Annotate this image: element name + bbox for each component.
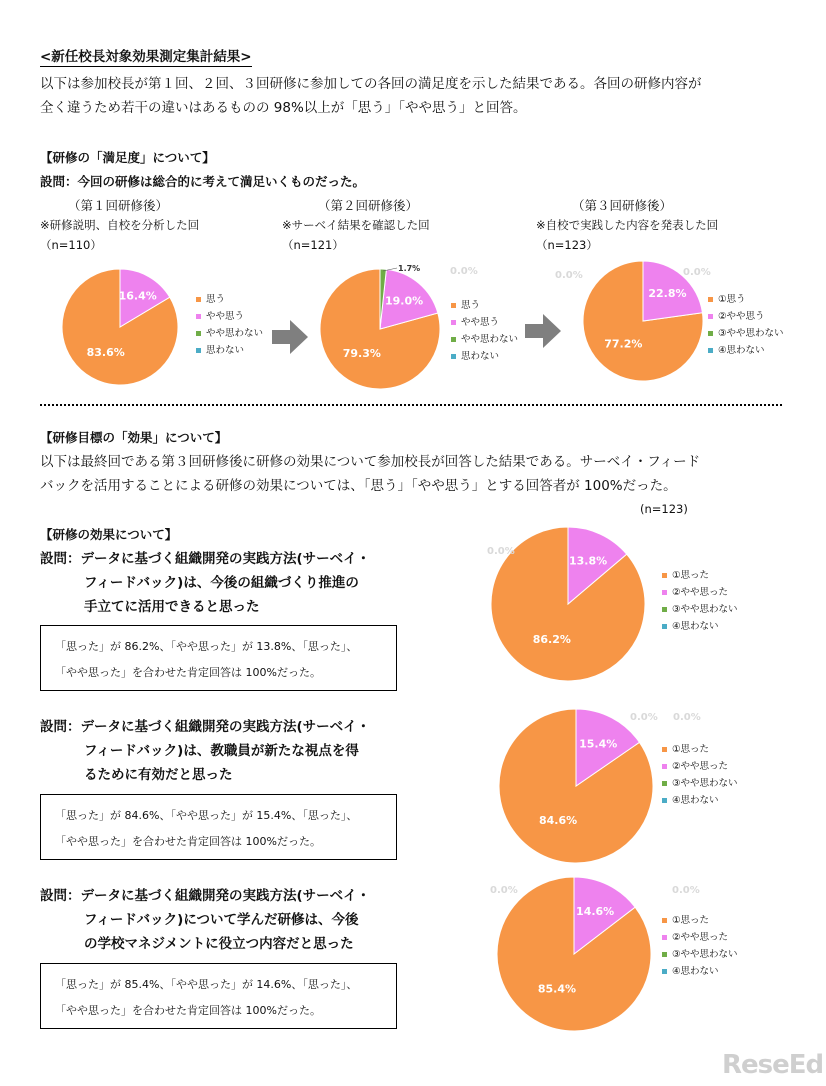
legend-label: ④思わない	[672, 795, 719, 806]
legend-item	[662, 758, 738, 775]
pie-chart-3	[555, 255, 715, 387]
legend-swatch	[662, 573, 667, 578]
pie-1-legend	[196, 291, 263, 359]
legend-label: やや思う	[461, 317, 500, 328]
legend-item	[451, 348, 518, 365]
pie-label: 22.8%	[648, 286, 687, 300]
legend-label: 思う	[206, 294, 226, 305]
satisfaction-question: 設問：今回の研修は総合的に考えて満足いくものだった。	[40, 174, 366, 189]
legend-label: ③やや思わない	[718, 328, 784, 339]
legend-item	[451, 314, 518, 331]
legend-item	[708, 342, 784, 359]
legend-item	[662, 584, 738, 601]
legend-item	[196, 342, 263, 359]
pie-label: 14.6%	[576, 905, 615, 919]
effect-intro: 以下は最終回である第３回研修後に研修の効果について参加校長が回答した結果である。サーベイ・フィード バックを活用することによる研修の効果については、「思う」「やや思う」とする回答者が 100%だった。	[40, 454, 701, 494]
legend-swatch	[708, 331, 713, 336]
legend-item	[662, 567, 738, 584]
pie-label: 0.0%	[672, 885, 700, 896]
pie-label: 15.4%	[579, 737, 618, 751]
pie-label: 0.0%	[555, 270, 583, 281]
legend-item	[662, 601, 738, 618]
legend-item	[662, 618, 738, 635]
legend-swatch	[708, 297, 713, 302]
pie-label: 16.4%	[118, 289, 157, 303]
page-title: <新任校長対象効果測定集計結果>	[40, 49, 252, 65]
effect-3-legend	[662, 912, 738, 980]
panel-3-title: （第３回研修後）	[572, 198, 673, 213]
pie-label: 0.0%	[490, 885, 518, 896]
legend-item	[451, 297, 518, 314]
legend-label: ③やや思わない	[672, 604, 738, 615]
legend-label: ③やや思わない	[672, 778, 738, 789]
legend-item	[708, 325, 784, 342]
satisfaction-heading: 【研修の「満足度」について】	[40, 150, 215, 165]
legend-label: ④思わない	[718, 345, 765, 356]
legend-item	[662, 741, 738, 758]
pie-2-legend	[451, 297, 518, 365]
legend-swatch	[451, 320, 456, 325]
legend-label: ③やや思わない	[672, 949, 738, 960]
panel-1-title: （第１回研修後）	[68, 198, 169, 213]
legend-swatch	[662, 952, 667, 957]
legend-label: ④思わない	[672, 966, 719, 977]
legend-item	[708, 308, 784, 325]
legend-label: ②やや思った	[672, 932, 729, 943]
panel-2-note: ※サーベイ結果を確認した回	[282, 218, 430, 232]
effect-heading: 【研修目標の「効果」について】	[40, 430, 228, 445]
legend-item	[196, 325, 263, 342]
legend-label: ②やや思う	[718, 311, 765, 322]
pie-label: 86.2%	[532, 632, 571, 646]
legend-item	[708, 291, 784, 308]
legend-label: 思わない	[206, 345, 245, 356]
right-arrow-icon	[272, 320, 308, 354]
legend-swatch	[196, 348, 201, 353]
legend-item	[662, 775, 738, 792]
legend-item	[662, 946, 738, 963]
question-2: 設問：データに基づく組織開発の実践方法(サーベイ・ フィードバック)は、教職員が新たな視点を得 るために有効だと思った	[40, 719, 371, 783]
legend-swatch	[451, 354, 456, 359]
pie-label: 83.6%	[86, 346, 125, 360]
pie-label: 84.6%	[539, 814, 578, 828]
pie-chart-1	[55, 262, 185, 392]
question-1: 設問：データに基づく組織開発の実践方法(サーベイ・ フィードバック)は、今後の組織づくり推進の 手立てに活用できると思った	[40, 551, 371, 615]
legend-swatch	[662, 764, 667, 769]
legend-item	[196, 291, 263, 308]
panel-2-n: （n=121）	[282, 238, 344, 252]
legend-label: 思う	[461, 300, 481, 311]
legend-label: やや思う	[206, 311, 245, 322]
right-arrow-icon	[525, 314, 561, 348]
legend-item	[662, 929, 738, 946]
legend-item	[662, 912, 738, 929]
legend-swatch	[196, 331, 201, 336]
panel-3-n: （n=123）	[536, 238, 598, 252]
legend-swatch	[196, 297, 201, 302]
legend-swatch	[662, 798, 667, 803]
pie-label: 13.8%	[568, 554, 608, 568]
intro-text: 以下は参加校長が第１回、２回、３回研修に参加しての各回の満足度を示した結果である。各回の研修内容が 全く違うため若干の違いはあるものの 98%以上が「思う」「やや思う」と回答。	[40, 76, 702, 116]
legend-swatch	[662, 918, 667, 923]
legend-swatch	[196, 314, 201, 319]
panel-2-title: （第２回研修後）	[318, 198, 419, 213]
pie-label: 0.0%	[630, 712, 658, 723]
panel-3-note: ※自校で実践した内容を発表した回	[536, 218, 719, 232]
legend-label: ②やや思った	[672, 587, 729, 598]
legend-swatch	[662, 935, 667, 940]
legend-swatch	[708, 348, 713, 353]
legend-label: ①思った	[672, 915, 710, 926]
legend-label: ①思った	[672, 570, 710, 581]
legend-swatch	[662, 624, 667, 629]
pie-label: 0.0%	[683, 267, 711, 278]
section-divider	[40, 404, 782, 406]
legend-swatch	[451, 337, 456, 342]
legend-label: ①思う	[718, 294, 746, 305]
pie-chart-effect-1	[480, 530, 670, 695]
legend-item	[196, 308, 263, 325]
effect-1-legend	[662, 567, 738, 635]
legend-label: やや思わない	[461, 334, 519, 345]
legend-swatch	[662, 747, 667, 752]
legend-label: ②やや思った	[672, 761, 729, 772]
effect-2-legend	[662, 741, 738, 809]
legend-swatch	[451, 303, 456, 308]
pie-label: 19.0%	[384, 294, 424, 308]
question-3: 設問：データに基づく組織開発の実践方法(サーベイ・ フィードバック)について学んだ研修は、今後 の学校マネジメントに役立つ内容だと思った	[40, 888, 371, 952]
resed-logo: ReseEd	[722, 1050, 824, 1080]
legend-swatch	[662, 607, 667, 612]
pie-label: 0.0%	[673, 712, 701, 723]
panel-1-note: ※研修説明、自校を分析した回	[40, 218, 200, 232]
legend-label: 思わない	[461, 351, 500, 362]
legend-item	[662, 792, 738, 809]
pie-3-legend	[708, 291, 784, 359]
pie-label: 0.0%	[450, 266, 478, 277]
summary-box-1: 「思った」が 86.2%、「やや思った」が 13.8%、「思った」、 「やや思った」を合わせた肯定回答は 100%だった。	[40, 625, 397, 691]
legend-swatch	[708, 314, 713, 319]
legend-item	[662, 963, 738, 980]
pie-label: 85.4%	[537, 982, 577, 996]
summary-box-3: 「思った」が 85.4%、「やや思った」が 14.6%、「思った」、 「やや思った」を合わせた肯定回答は 100%だった。	[40, 963, 397, 1029]
legend-swatch	[662, 781, 667, 786]
pie-label: 77.2%	[604, 337, 643, 351]
legend-label: やや思わない	[206, 328, 264, 339]
pie-label: 79.3%	[342, 346, 381, 360]
pie-label: 1.7%	[398, 264, 421, 273]
legend-swatch	[662, 590, 667, 595]
legend-item	[451, 331, 518, 348]
summary-box-2: 「思った」が 84.6%、「やや思った」が 15.4%、「思った」、 「やや思った」を合わせた肯定回答は 100%だった。	[40, 794, 397, 860]
legend-swatch	[662, 969, 667, 974]
effect-subheading: 【研修の効果について】	[40, 527, 178, 542]
pie-label: 0.0%	[487, 546, 515, 557]
legend-label: ④思わない	[672, 621, 719, 632]
legend-label: ①思った	[672, 744, 710, 755]
panel-1-n: （n=110）	[40, 238, 102, 252]
effect-n: (n=123)	[640, 502, 688, 516]
